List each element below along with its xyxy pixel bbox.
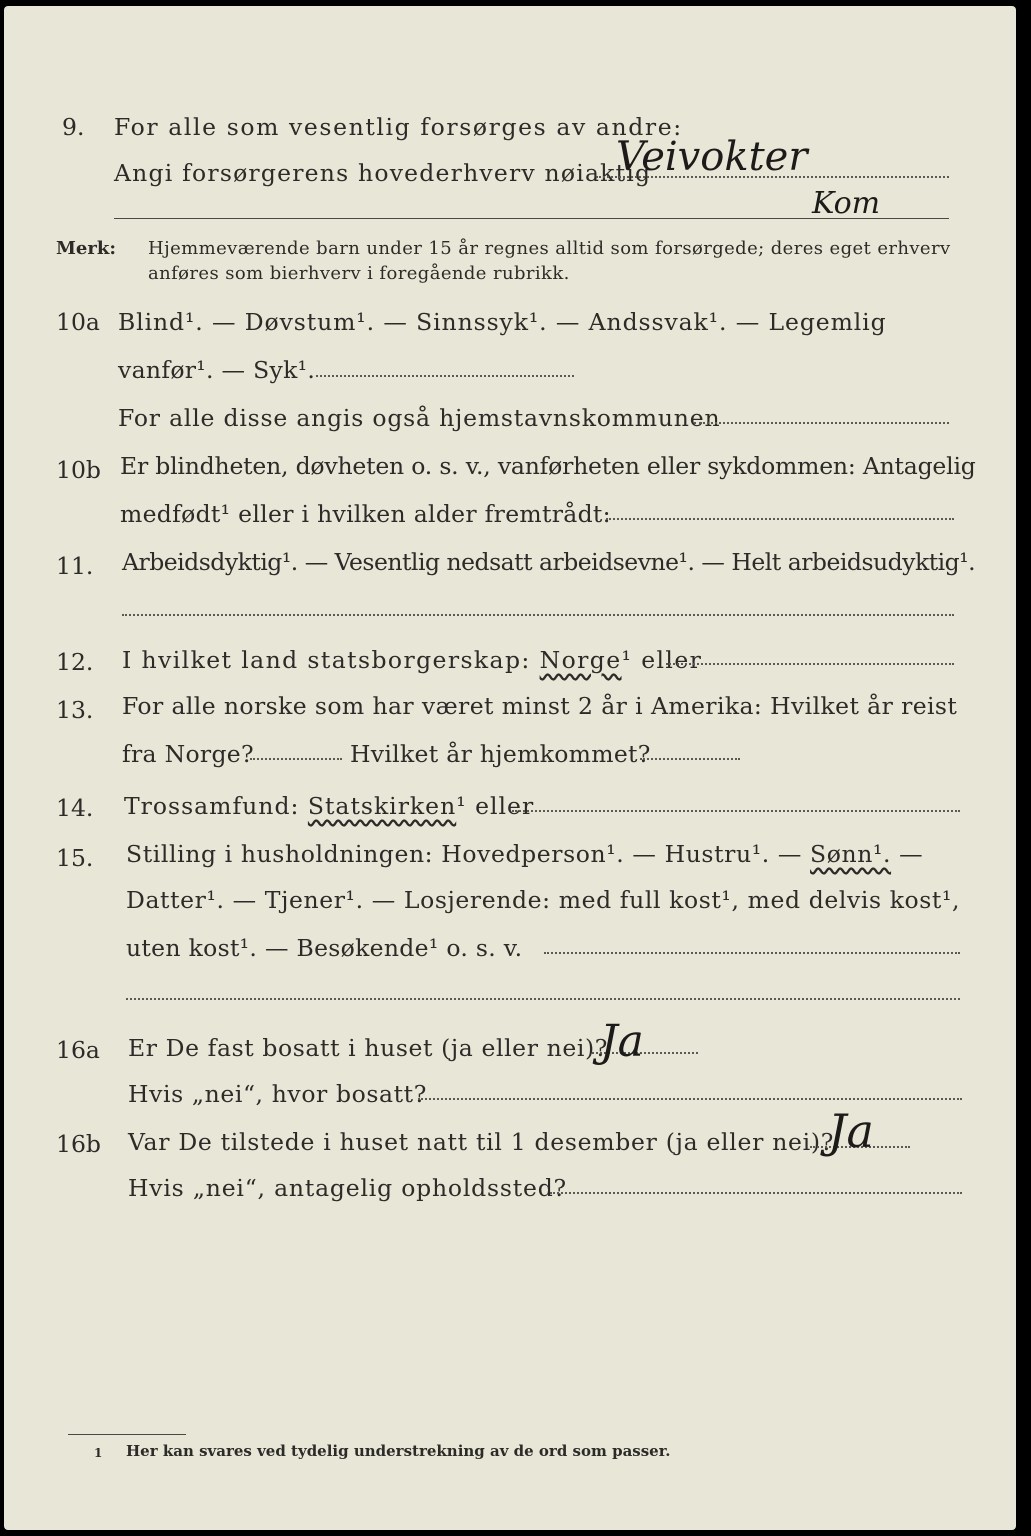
q15-line1a: Stilling i husholdningen: Hovedperson¹. — Hustru¹. — [126,840,802,868]
q14-number: 14. [56,794,94,822]
q12-suffix: ¹ eller [621,646,703,674]
footnote-separator [68,1434,186,1435]
q16a-residence-line [418,1098,962,1100]
q13-line2a: fra Norge? [122,740,254,768]
q9-line1: For alle som vesentlig forsørges av andre: [114,113,683,141]
q10b-answer-line [606,518,954,520]
q16b-whereabouts-line [550,1192,962,1194]
merk-label: Merk: [56,238,116,259]
census-form-page [4,6,1016,1530]
q14-prefix: Trossamfund: [124,792,300,820]
q14-line1 [124,792,534,820]
q10a-line2: vanfør¹. — Syk¹. [118,356,316,384]
q12-line1 [122,646,702,674]
q13-line1: For alle norske som har været minst 2 år i Amerika: Hvilket år reist [122,692,958,720]
q11-line1: Arbeidsdyktig¹. — Vesentlig nedsatt arbeidsevne¹. — Helt arbeidsudyktig¹. [122,548,976,576]
q16b-number: 16b [56,1130,101,1158]
q15-underlined-answer: Sønn¹. [810,840,892,868]
q16a-number: 16a [56,1036,100,1064]
q16b-line1: Var De tilstede i huset natt til 1 desember (ja eller nei)? [128,1128,835,1156]
q16a-line2: Hvis „nei“, hvor bosatt? [128,1080,427,1108]
q10a-line1: Blind¹. — Døvstum¹. — Sinnssyk¹. — Andssvak¹. — Legemlig [118,308,887,336]
q13-number: 13. [56,696,94,724]
q15-line2: Datter¹. — Tjener¹. — Losjerende: med full kost¹, med delvis kost¹, [126,886,961,914]
q12-prefix: I hvilket land statsborgerskap: [122,646,531,674]
q13-return-line [640,758,740,760]
q10a-number: 10a [56,308,100,336]
q12-answer-line [666,663,954,665]
q13-departure-line [250,758,342,760]
q15-line1 [126,840,923,868]
q14-answer-line [512,810,960,812]
q10b-line1: Er blindheten, døvheten o. s. v., vanførheten eller sykdommen: Antagelig [120,452,976,480]
q15-line3: uten kost¹. — Besøkende¹ o. s. v. [126,934,523,962]
merk-line2: anføres som bierhverv i foregående rubrikk. [148,263,570,284]
q10b-line2: medfødt¹ eller i hvilken alder fremtrådt: [120,500,611,528]
q15-line1b: — [899,840,924,868]
footnote-mark: 1 [94,1446,103,1460]
q16b-handwritten-answer: Ja [828,1104,874,1158]
q11-answer-line [122,614,954,616]
q16a-line1: Er De fast bosatt i huset (ja eller nei)? [128,1034,608,1062]
q10a-line3: For alle disse angis også hjemstavnskommunen [118,404,721,432]
q15-number: 15. [56,844,94,872]
q15-answer-line [544,952,960,954]
q10b-number: 10b [56,456,101,484]
q9-handwritten-answer: Veivokter [616,134,808,180]
q13-line2b: Hvilket år hjemkommet? [350,740,651,768]
q9-number: 9. [62,113,85,141]
merk-line1: Hjemmeværende barn under 15 år regnes alltid som forsørgede; deres eget erhverv [148,238,951,259]
q14-suffix: ¹ eller [456,792,535,820]
q16b-line2: Hvis „nei“, antagelig opholdssted? [128,1174,567,1202]
q15-answer-line-2 [126,998,960,1000]
q10a-answer-line [316,375,574,377]
q11-number: 11. [56,552,94,580]
q16a-handwritten-answer: Ja [600,1016,644,1067]
q9-line2: Angi forsørgerens hovederhverv nøiaktig [114,159,652,187]
q12-underlined-answer: Norge [539,646,622,674]
q14-underlined-answer: Statskirken [307,792,457,820]
q12-number: 12. [56,648,94,676]
q10a-hometown-line [694,422,949,424]
q9-handwritten-answer-2: Kom [812,186,881,221]
footnote-text: Her kan svares ved tydelig understrekning av de ord som passer. [126,1442,671,1460]
